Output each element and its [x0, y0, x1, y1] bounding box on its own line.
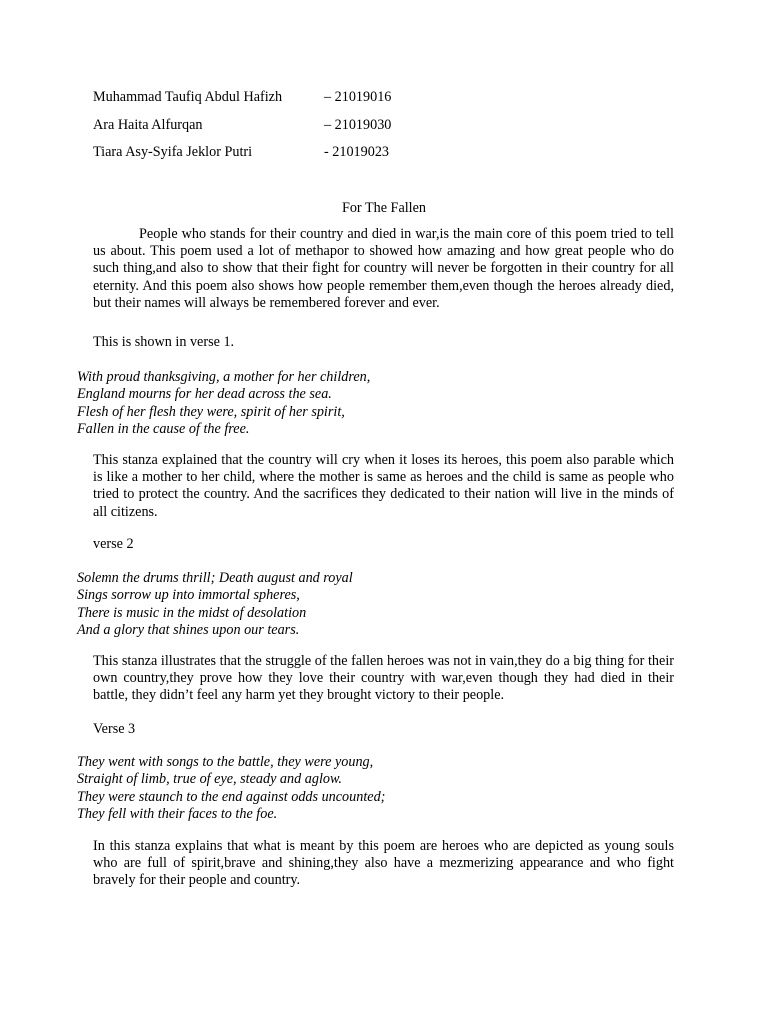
- verse-line: Straight of limb, true of eye, steady and aglow.: [77, 771, 342, 788]
- verse-stanza: [77, 754, 385, 823]
- verse-line: Sings sorrow up into immortal spheres,: [77, 587, 300, 604]
- author-id: – 21019030: [324, 116, 392, 133]
- intro-paragraph: People who stands for their country and died in war,is the main core of this poem tried to tell us about. This poem used a lot of methapor to showed how amazing and how great people who do such thing,and also to show that their fight for country will never be forgotten in their country for all eternity. And this poem also shows how people remember them,even though the heroes already died, but their names will always be remembered forever and ever.: [93, 226, 674, 311]
- verse-line: And a glory that shines upon our tears.: [77, 621, 300, 638]
- verse-line: England mourns for her dead across the sea.: [77, 386, 332, 403]
- verse-line: They went with songs to the battle, they were young,: [77, 754, 374, 770]
- verse-stanza: [77, 369, 370, 438]
- stanza-explanation: This stanza explained that the country will cry when it loses its heroes, this poem also parable which is like a mother to her child, where the mother is same as heroes and the child is same as people who tried to protect the country. And the sacrifices they dedicated to their nation will live in the minds of all citizens.: [93, 452, 674, 520]
- stanza-explanation: This stanza illustrates that the struggle of the fallen heroes was not in vain,they do a big thing for their own country,they prove how they love their country with war,even though they had died in their battle, they didn’t feel any harm yet they brought victory to their people.: [93, 653, 674, 704]
- verse-line: There is music in the midst of desolation: [77, 604, 307, 621]
- author-name: Ara Haita Alfurqan: [93, 116, 203, 133]
- verse-line: They fell with their faces to the foe.: [77, 805, 278, 822]
- author-name: Tiara Asy-Syifa Jeklor Putri: [93, 144, 253, 160]
- verse-label: Verse 3: [93, 721, 136, 737]
- author-id: - 21019023: [324, 144, 390, 160]
- verse-line: Fallen in the cause of the free.: [77, 420, 250, 437]
- author-id: – 21019016: [324, 89, 392, 105]
- verse-line: With proud thanksgiving, a mother for her children,: [77, 369, 371, 385]
- author-name: Muhammad Taufiq Abdul Hafizh: [93, 89, 283, 105]
- verse-label: verse 2: [93, 536, 134, 552]
- verse-stanza: [77, 570, 353, 639]
- verse-line: They were staunch to the end against odds uncounted;: [77, 788, 386, 805]
- verse-line: Solemn the drums thrill; Death august and royal: [77, 570, 353, 586]
- stanza-explanation: In this stanza explains that what is meant by this poem are heroes who are depicted as young souls who are full of spirit,brave and shining,they also have a mezmerizing appearance and who fight bravely for their people and country.: [93, 838, 674, 889]
- poem-title: For The Fallen: [341, 200, 427, 216]
- verse-line: Flesh of her flesh they were, spirit of her spirit,: [77, 403, 345, 420]
- verse-label: This is shown in verse 1.: [93, 334, 235, 350]
